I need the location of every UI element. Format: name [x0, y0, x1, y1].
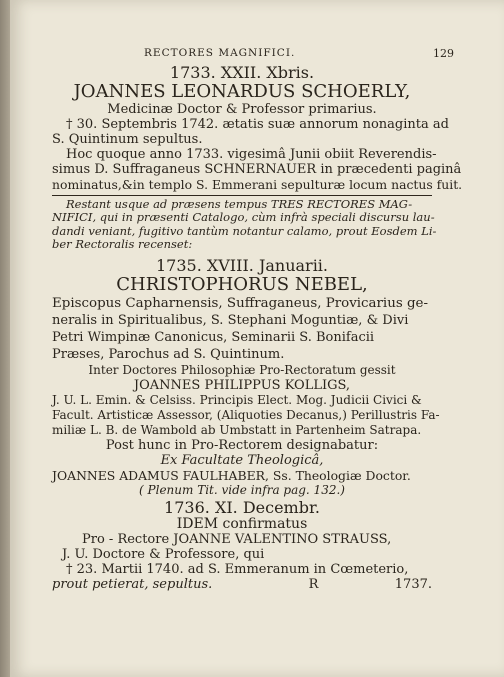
text-line: † 23. Martii 1740. ad S. Emmeranum in Cœmeterio,	[66, 561, 409, 577]
text-line: nominatus,&in templo S. Emmerani sepulturæ locum nactus fuit.	[52, 177, 463, 192]
text-line: neralis in Spiritualibus, S. Stephani Moguntiæ, & Divi	[52, 312, 409, 328]
text-line: Præses, Parochus ad S. Quintinum.	[52, 346, 285, 362]
text-line: Ex Facultate Theologicâ,	[160, 452, 324, 468]
date-1736: 1736. XI. Decembr.	[164, 497, 320, 517]
text-line: S. Quintinum sepultus.	[52, 132, 203, 147]
date-1733: 1733. XXII. Xbris.	[169, 63, 315, 82]
text-line: Hoc quoque anno 1733. vigesimâ Junii obiit Reverendis-	[66, 147, 437, 162]
book-page	[10, 0, 504, 677]
prorector-name-kolligs: JOANNES PHILIPPUS KOLLIGS,	[133, 377, 351, 393]
text-line: Petri Wimpinæ Canonicus, Seminarii S. Bonifacii	[52, 329, 375, 345]
note-line: NIFICI, qui in præsenti Catalogo, cùm infrà speciali discursu lau-	[52, 210, 435, 225]
text-line: Inter Doctores Philosophiæ Pro-Rectoratum gessit	[88, 362, 396, 377]
text-line: Post hunc in Pro-Rectorem designabatur:	[105, 437, 379, 453]
catchword: 1737.	[394, 576, 432, 592]
text-line: ( Plenum Tit. vide infra pag. 132.)	[139, 482, 345, 497]
text-line: simus D. Suffraganeus SCHNERNAUER in præcedenti paginâ	[52, 162, 462, 177]
text-line: miliæ L. B. de Wambold ab Umbstatt in Partenheim Satrapa.	[52, 422, 422, 437]
text-line: prout petierat, sepultus.	[52, 576, 213, 592]
text-line: Facult. Artisticæ Assessor, (Aliquoties Decanus,) Perillustris Fa-	[52, 407, 440, 422]
rector-title-schoerly: Medicinæ Doctor & Professor primarius.	[107, 102, 377, 117]
signature-mark: R	[308, 576, 319, 592]
catchword-line	[52, 577, 432, 592]
page-text	[52, 46, 463, 592]
page-number: 129	[433, 47, 454, 60]
prorector-name-faulhaber: JOANNES ADAMUS FAULHABER, Ss. Theologiæ Doctor.	[52, 467, 411, 483]
text-line: IDEM confirmatus	[176, 515, 308, 532]
text-line: Episcopus Capharnensis, Suffraganeus, Provicarius ge-	[52, 295, 428, 311]
rector-name-schoerly: JOANNES LEONARDUS SCHOERLY,	[73, 81, 411, 102]
text-line: J. U. L. Emin. & Celsiss. Principis Elect. Mog. Judicii Civici &	[52, 392, 422, 407]
running-head	[52, 46, 454, 61]
text-line: J. U. Doctore & Professore, qui	[62, 546, 265, 562]
note-line: dandi veniant, fugitivo tantùm notantur calamo, prout Eosdem Li-	[52, 223, 437, 238]
note-line: ber Rectoralis recenset:	[52, 237, 193, 252]
section-rule	[52, 195, 432, 196]
text-line: † 30. Septembris 1742. ætatis suæ annorum nonaginta ad	[66, 117, 449, 132]
date-1735: 1735. XVIII. Januarii.	[155, 255, 329, 275]
running-head-title: RECTORES MAGNIFICI.	[144, 47, 296, 59]
rector-name-nebel: CHRISTOPHORUS NEBEL,	[116, 273, 368, 295]
note-line: Restant usque ad præsens tempus TRES RECTORES MAG-	[66, 197, 413, 211]
prorector-name-strauss: Pro - Rectore JOANNE VALENTINO STRAUSS,	[82, 531, 392, 547]
